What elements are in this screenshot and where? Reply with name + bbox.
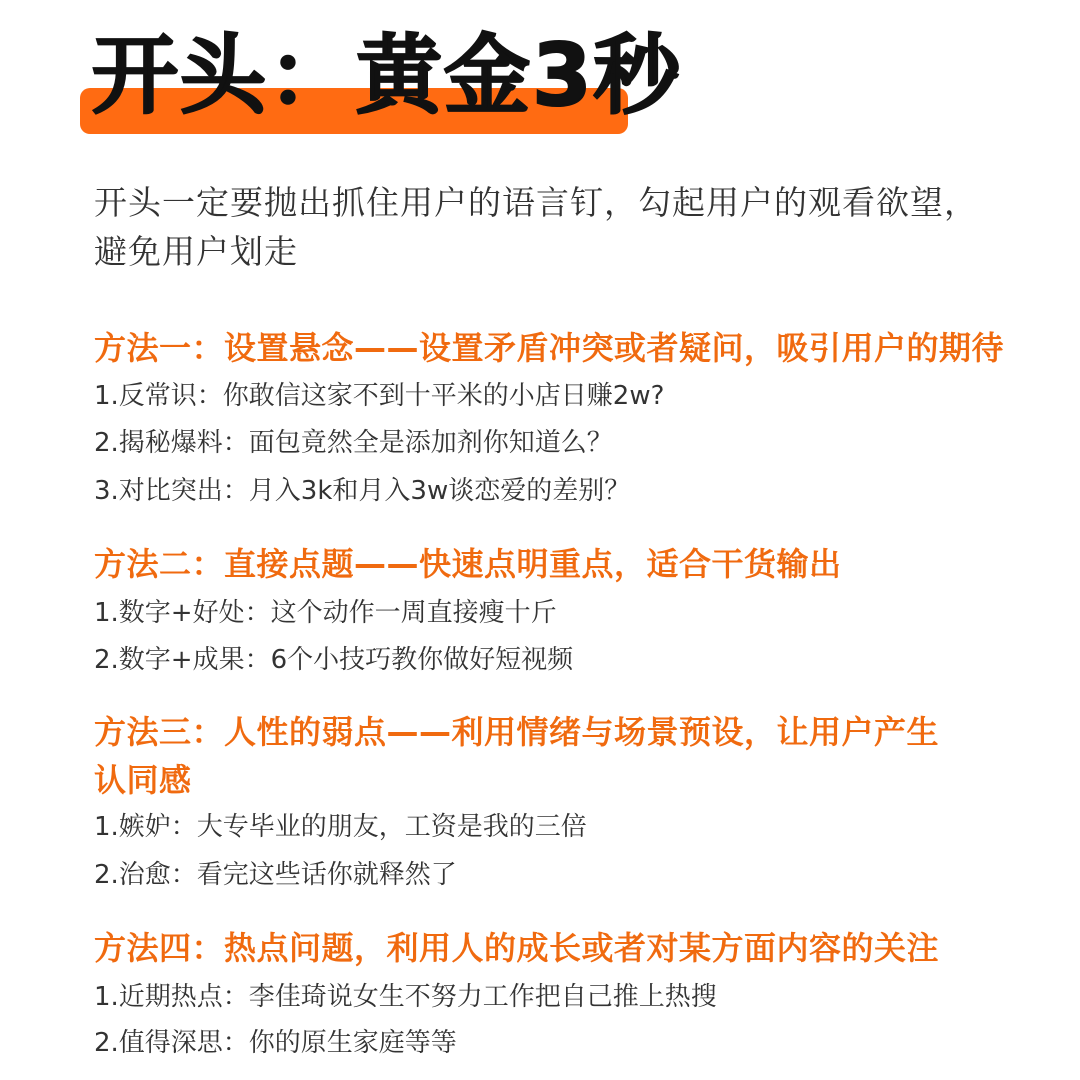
title-block	[80, 22, 682, 132]
method-4-heading: 方法四：热点问题，利用人的成长或者对某方面内容的关注	[94, 929, 940, 967]
method-3-item-2: 2.治愈：看完这些话你就释然了	[94, 860, 457, 890]
page-title: 开头：黄金3秒	[92, 26, 682, 126]
method-3-heading: 方法三：人性的弱点——利用情绪与场景预设，让用户产生认同感	[94, 713, 940, 799]
method-4-item-1: 1.近期热点：李佳琦说女生不努力工作把自己推上热搜	[94, 982, 717, 1012]
method-3-item-1: 1.嫉妒：大专毕业的朋友，工资是我的三倍	[94, 812, 587, 842]
method-2-heading: 方法二：直接点题——快速点明重点，适合干货输出	[94, 545, 842, 583]
method-1-item-3: 3.对比突出：月入3k和月入3w谈恋爱的差别？	[94, 476, 631, 506]
method-4-item-2: 2.值得深思：你的原生家庭等等	[94, 1028, 457, 1058]
method-2-item-1: 1.数字+好处：这个动作一周直接瘦十斤	[94, 598, 557, 628]
method-1-item-1: 1.反常识：你敢信这家不到十平米的小店日赚2w?	[94, 381, 665, 411]
method-2-item-2: 2.数字+成果：6个小技巧教你做好短视频	[94, 645, 574, 675]
method-1-item-2: 2.揭秘爆料：面包竟然全是添加剂你知道么？	[94, 428, 613, 458]
intro-text: 开头一定要抛出抓住用户的语言钉，勾起用户的观看欲望，避免用户划走	[94, 183, 978, 271]
method-1-heading: 方法一：设置悬念——设置矛盾冲突或者疑问，吸引用户的期待	[94, 329, 1005, 367]
